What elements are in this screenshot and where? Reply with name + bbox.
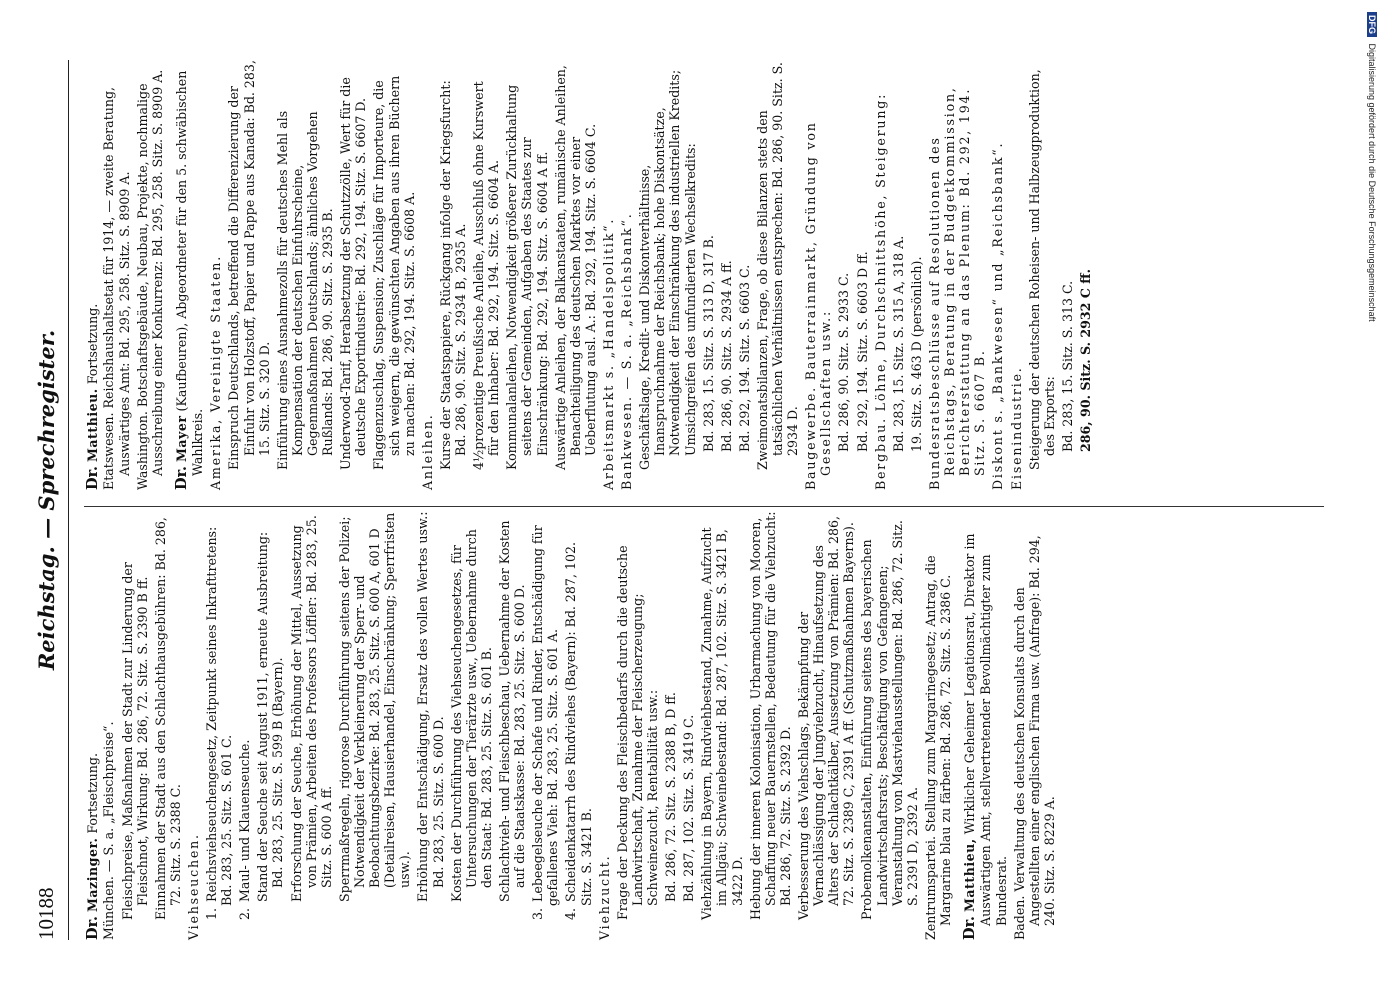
entry-line: Etatswesen. Reichshaushaltsetat für 1914, — zweite Beratung, Auswärtiges Amt: Bd. 295, 258. Sitz. S. 8909 A. [101, 86, 132, 490]
entry-line: Bd. 286, 90. Sitz. S. 2934 A ff. [718, 260, 734, 452]
subject-heading: Bundesratsbeschlüsse auf Resolutionen des Reichstags, Beratung in der Budgetkommission, Berichterstattung an das Plenum: Bd. 292, 194. Sitz. S. 6607 B. [927, 86, 988, 490]
entry-title-prefix: Dr. [84, 466, 101, 490]
entry-line: Bd. 283, 15. Sitz. S. 315 A, 318 A. [890, 235, 906, 452]
entry-line: Auswärtige Anleihen, der Balkanstaaten, rumänische Anleihen, Benachteiligung des deutschen Marktes vor einer Ueberflutung ausl. A.: Bd. 292, 194. Sitz. S. 6604 C. [552, 65, 598, 470]
running-title: Reichstag. — Sprechregister. [34, 329, 59, 671]
entry-line: Lebeegelseuche der Schafe und Rinder, Entschädigung für gefallenes Vieh: Bd. 283, 25. Sitz. S. 601 A. [530, 525, 561, 906]
credit-text: Digitalisierung gefördert durch die Deutsche Forschungsgemeinschaft [1367, 43, 1377, 322]
entry-line: München. — S. a. „Fleischpreise“. [101, 721, 117, 940]
entry-line: 286, 90. Sitz. S. 2932 C ff. [1078, 269, 1094, 452]
entry-line: Bd. 292, 194. Sitz. S. 6603 D ff. [854, 251, 870, 452]
entry-line: Reichsviehseuchengesetz, Zeitpunkt seines Inkrafttretens: Bd. 283, 25. Sitz. S. 601 C. [204, 526, 235, 906]
subject-heading: Diskont s. „Bankwesen“ und „Reichsbank“. [990, 141, 1006, 490]
dfg-logo-badge: DFG [1367, 12, 1377, 37]
entry-title-prefix: Dr. [961, 916, 979, 940]
entry-line: Stand der Seuche seit August 1911, erneute Ausbreitung: Bd. 283, 25. Sitz. S. 599 B (Bayern). [255, 531, 286, 902]
entry-line: Erhöhung der Entschädigung, Ersatz des vollen Wertes usw.: Bd. 283, 25. Sitz. S. 600 D. [415, 511, 446, 902]
entry-line: Maul- und Klauenseuche. [237, 739, 253, 902]
subject-heading: Anleihen. [419, 413, 435, 490]
entry-mazinger [84, 510, 953, 940]
entry-line: Steigerung der deutschen Roheisen- und Halbzeugproduktion, des Exports: [1026, 69, 1057, 470]
entry-line: Schlachtvieh- und Fleischbeschau, Uebernahme der Kosten auf die Staatskasse: Bd. 283, 25. Sitz. S. 600 D. [497, 520, 528, 902]
entry-line: Probemolkenanstalten, Einführung seitens des bayerischen Landwirtschaftsrats; Beschäftigung von Gefangenen; Veranstaltung von Mastviehausstellungen: Bd. 286, 72. Sitz. S. 2391 D, 2392 A. [859, 520, 920, 920]
entry-line: Bd. 286, 90. Sitz. S. 2933 C. [836, 272, 852, 452]
page-header [28, 60, 69, 940]
entry-line: Einspruch Deutschlands, betreffend die Differenzierung der Einfuhr von Holzstoff, Papier und Pappe aus Kanada: Bd. 283, 15. Sitz. S. 320 D. [226, 60, 272, 470]
subject-heading: Eisenindustrie. [1008, 366, 1024, 490]
entry-line: Einnahmen der Stadt aus den Schlachthausgebühren: Bd. 286, 72. Sitz. S. 2388 C. [152, 517, 183, 920]
entry-mayer [173, 60, 1093, 490]
continuation-note: Fortsetzung. [85, 303, 100, 385]
entry-line: Erforschung der Seuche, Erhöhung der Mittel, Aussetzung von Prämien, Arbeiten des Professors Löffler: Bd. 283, 25. Sitz. S. 600 A ff. [288, 515, 334, 902]
entry-line: Zentrumspartei. Stellung zum Margarinegesetz; Antrag, die Margarine blau zu färben: Bd. 286, 72. Sitz. S. 2386 C. [922, 555, 953, 940]
subject-heading: Bankwesen. — S. a. „Reichsbank“. [619, 212, 635, 490]
entry-intro: (Kaufbeuren), Abgeordneter für den 5. schwäbischen Wahlkreis. [173, 70, 206, 476]
column-divider [84, 506, 1324, 507]
entry-line: Viehzählung in Bayern, Rindviehbestand, Zunahme, Aufzucht im Allgäu; Schweinebestand: Bd. 287, 102. Sitz. S. 3421 B, 3422 D. [699, 527, 745, 920]
entry-matthieu [961, 510, 1057, 940]
entry-line: Sperrmaßregeln, rigorose Durchführung seitens der Polizei; Notwendigkeit der Verkleinerung der Sperr- und Beobachtungsbezirke: Bd. 283, 25. Sitz. S. 600 A, 601 D (Detailreisen, Hausierhandel, Einschränkung; Sperrfristen usw.). [336, 512, 413, 902]
entry-name: Matthieu. [85, 388, 100, 463]
entry-line: Kurse der Staatspapiere, Rückgang infolge der Kriegsfurcht: Bd. 286, 90. Sitz. S. 2934 B, 2935 A. [437, 80, 468, 470]
subject-heading: Bergbau. Löhne, Durchschnittshöhe, Steigerung: [872, 92, 888, 490]
entry-name: Mayer [173, 415, 189, 463]
entry-line: Underwood-Tarif, Herabsetzung der Schutzzölle, Wert für die deutsche Exportindustrie: Bd. 292, 194. Sitz. S. 6607 D. [338, 77, 369, 470]
subject-heading: Arbeitsmarkt s. „Handelspolitik“. [600, 217, 616, 490]
entry-line: Baden. Verwaltung des deutschen Konsulats durch den Angestellten einer englischen Firma usw. (Anfrage): Bd. 294, 240. Sitz. S. 8229 A. [1011, 535, 1057, 940]
entry-matthieu-continued [84, 60, 165, 490]
entry-line: 4½prozentige Preußische Anleihe, Ausschluß ohne Kurswert für den Inhaber: Bd. 292, 194. Sitz. S. 6604 A. [471, 81, 502, 470]
entry-intro: Wirklicher Geheimer Legationsrat, Direktor im Auswärtigen Amt, stellvertretender Bevollmächtigter zum Bundesrat. [962, 533, 1009, 926]
entry-line: Bd. 286, 72. Sitz. S. 2388 B, D ff. [663, 692, 679, 902]
item-number: 1. [204, 907, 220, 920]
digitization-credit [1361, 12, 1377, 612]
entry-line: Bd. 283, 15. Sitz. S. 313 D, 317 B. [700, 235, 716, 452]
entry-line: Kommunalanleihen, Notwendigkeit größerer Zurückhaltung seitens der Gemeinden, Aufgaben des Staates zur Einschränkung: Bd. 292, 194. Sitz. S. 6604 A ff. [504, 84, 550, 470]
entry-line: Fleischpreise, Maßnahmen der Stadt zur Linderung der Fleischnot, Wirkung: Bd. 286, 72. Sitz. S. 2390 B ff. [119, 562, 150, 920]
subject-heading: Viehseuchen. [185, 833, 201, 940]
entry-line: Geschäftslage, Kredit- und Diskontverhältnisse, Inanspruchnahme der Reichsbank; hohe Diskontsätze, Notwendigkeit der Einschränkung des industriellen Kredits; Umsichgreifen des unfundierten Wechselkredits: [637, 69, 698, 470]
entry-line: Frage der Deckung des Fleischbedarfs durch die deutsche Landwirtschaft, Zunahme der Fleischerzeugung; Schweinezucht, Rentabilität usw.: [614, 545, 660, 920]
item-number: 3. [530, 907, 546, 920]
item-number: 4. [563, 907, 579, 920]
item-number: 2. [237, 907, 253, 920]
continuation-note: Fortsetzung. [85, 753, 100, 834]
entry-line: Einführung eines Ausnahmezolls für deutsches Mehl als Kompensation der deutschen Einfuhrscheine, Gegenmaßnahmen Deutschlands; ähnliches Vorgehen Rußlands: Bd. 286, 90. Sitz. S. 2935 B. [274, 110, 336, 470]
right-column [84, 60, 1101, 490]
entry-line: Bd. 283, 15. Sitz. S. 313 C. [1059, 280, 1075, 452]
entry-line: Scheidenkatarrh des Rindviehes (Bayern): Bd. 287, 102. Sitz. S. 3421 B. [563, 542, 594, 906]
entry-line: Washington. Botschaftsgebäude, Neubau, Projekte, nochmalige Ausschreibung einer Konkurrenz: Bd. 295, 258. Sitz. S. 8909 A. [134, 69, 165, 490]
entry-line: Bd. 287, 102. Sitz. S. 3419 C. [681, 714, 697, 902]
subject-heading: Amerika, Vereinigte Staaten. [208, 254, 224, 490]
entry-name: Mazinger. [85, 837, 100, 913]
entry-name: Matthieu, [962, 838, 978, 913]
subject-heading: Baugewerbe. Bauterrainmarkt, Gründung von Gesellschaften usw.: [803, 121, 834, 490]
entry-line: Zweimonatsbilanzen, Frage, ob diese Bilanzen stets den tatsächlichen Verhältnissen entsprechen: Bd. 286, 90. Sitz. S. 2934 D. [754, 62, 801, 470]
entry-line: Verbesserung des Viehschlags, Bekämpfung der Vernachlässigung der Jungviehzucht, Hinaufsetzung des Alters der Schlachtkälber, Aussetzung von Prämien: Bd. 286, 72. Sitz. S. 2389 C, 2391 A ff. (Schutzmaßnahmen Bayerns). [795, 515, 857, 920]
left-column [84, 510, 1065, 940]
page-number: 10188 [34, 887, 58, 940]
entry-title-prefix: Dr. [84, 916, 101, 940]
subject-heading: Viehzucht. [596, 854, 612, 940]
entry-line: Hebung der inneren Kolonisation, Urbarmachung von Mooren, Schaffung neuer Bauernstellen, Bedeutung für die Viehzucht: Bd. 286, 72. Sitz. S. 2392 D. [747, 511, 793, 920]
entry-title-prefix: Dr. [172, 466, 190, 490]
entry-line: Bd. 292, 194. Sitz. S. 6603 C. [736, 264, 752, 452]
entry-line: 19. Sitz. S. 463 D (persönlich). [908, 256, 924, 452]
entry-line: Kosten der Durchführung des Viehseuchengesetzes, für Untersuchungen der Tierärzte usw., Uebernahme durch den Staat: Bd. 283, 25. Sitz. S. 601 B. [448, 529, 494, 902]
entry-line: Flaggenzuschlag, Suspension; Zuschläge für Importeure, die sich weigern, die gewünschten Angaben aus ihren Büchern zu machen: Bd. 292, 194. Sitz. S. 6608 A. [371, 75, 417, 470]
